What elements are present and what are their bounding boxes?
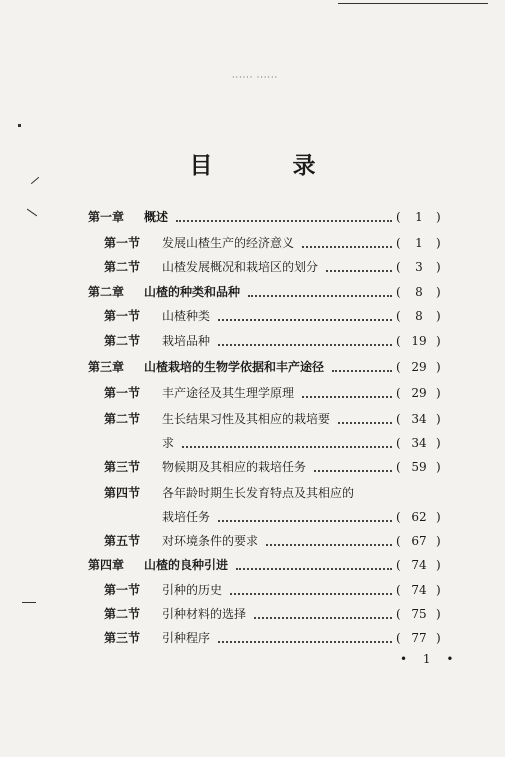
leader-dots [248, 295, 392, 297]
page-value: 67 [411, 534, 427, 548]
toc-entry [88, 206, 168, 228]
toc-entry-title: 物候期及其相应的栽培任务 [162, 460, 307, 474]
toc-entry [162, 432, 174, 454]
page-value: 75 [411, 607, 427, 621]
leader-dots [218, 520, 392, 522]
toc-entry [104, 482, 354, 504]
toc-page-number: ( 3 ) [396, 256, 446, 278]
page-value: 29 [411, 360, 427, 374]
toc-entry-number: 第一节 [104, 583, 141, 597]
toc-page-number: ( 74 ) [396, 554, 446, 576]
toc-page-number: ( 8 ) [396, 305, 446, 327]
toc-entry-number: 第一节 [104, 386, 141, 400]
toc-entry-title: 对环境条件的要求 [162, 534, 259, 548]
page-value: 59 [411, 460, 427, 474]
toc-entry [88, 356, 324, 378]
leader-dots [218, 641, 392, 643]
toc-page-number: ( 19 ) [396, 330, 446, 352]
toc-page-number: ( 59 ) [396, 456, 446, 478]
toc-entry-title: 发展山楂生产的经济意义 [162, 236, 295, 250]
toc-entry-number: 第二章 [88, 285, 125, 299]
toc-entry-number: 第五节 [104, 534, 141, 548]
toc-entry-title: 栽培品种 [162, 334, 211, 348]
toc-entry-title: 山楂发展概况和栽培区的划分 [162, 260, 319, 274]
toc-entry-number: 第一章 [88, 210, 125, 224]
toc-entry-title: 各年龄时期生长发育特点及其相应的 [162, 486, 355, 500]
toc-page-number: ( 34 ) [396, 408, 446, 430]
leader-dots [302, 246, 392, 248]
toc-entry [88, 281, 240, 303]
toc-entry [104, 330, 210, 352]
page-number: • 1 • [400, 652, 460, 666]
toc-page-number: ( 67 ) [396, 530, 446, 552]
toc-entry-number: 第四章 [88, 558, 125, 572]
toc-entry-title: 栽培任务 [162, 510, 211, 524]
toc-entry-title: 山楂的良种引进 [144, 558, 229, 572]
page-value: 77 [411, 631, 427, 645]
toc-page-number: ( 62 ) [396, 506, 446, 528]
toc-entry-number: 第一节 [104, 309, 141, 323]
toc-page-number: ( 1 ) [396, 206, 446, 228]
toc-page-number: ( 77 ) [396, 627, 446, 649]
toc-entry-title: 求 [162, 436, 175, 450]
toc-entry-title: 山楂的种类和品种 [144, 285, 241, 299]
page-value: 8 [415, 285, 423, 299]
toc-entry-number: 第二节 [104, 260, 141, 274]
toc-entry [104, 530, 258, 552]
toc-entry-number: 第三章 [88, 360, 125, 374]
toc-page-number: ( 29 ) [396, 356, 446, 378]
leader-dots [218, 344, 392, 346]
leader-dots [236, 568, 392, 570]
toc-entry [104, 603, 246, 625]
toc-entry [104, 627, 210, 649]
toc-entry-number: 第一节 [104, 236, 141, 250]
leader-dots [230, 593, 392, 595]
toc-entry [104, 305, 210, 327]
page-title: 目 录 [189, 152, 352, 179]
toc-page-number: ( 34 ) [396, 432, 446, 454]
leader-dots [302, 396, 392, 398]
leader-dots [266, 544, 392, 546]
toc-entry [104, 382, 294, 404]
page-value: 8 [415, 309, 423, 323]
leader-dots [314, 470, 392, 472]
page-value: 1 [415, 210, 423, 224]
toc-page-number: ( 1 ) [396, 232, 446, 254]
page-value: 29 [411, 386, 427, 400]
toc-entry-number: 第三节 [104, 460, 141, 474]
leader-dots [182, 446, 392, 448]
page-value: 74 [411, 583, 427, 597]
toc-entry-title: 丰产途径及其生理学原理 [162, 386, 295, 400]
page-value: 34 [411, 412, 427, 426]
toc-page-number: ( 74 ) [396, 579, 446, 601]
toc-entry [162, 506, 210, 528]
page-value: 19 [411, 334, 427, 348]
page-value: 74 [411, 558, 427, 572]
leader-dots [326, 270, 392, 272]
toc-entry-number: 第二节 [104, 334, 141, 348]
toc-entry [104, 232, 294, 254]
leader-dots [332, 370, 392, 372]
toc-entry-title: 引种的历史 [162, 583, 223, 597]
toc-entry [104, 456, 306, 478]
toc-page-number: ( 75 ) [396, 603, 446, 625]
toc-entry-title: 引种材料的选择 [162, 607, 247, 621]
toc-entry-number: 第二节 [104, 607, 141, 621]
decorative-dots: ······ ······ [232, 73, 279, 82]
toc-entry-number: 第三节 [104, 631, 141, 645]
page-value: 3 [415, 260, 423, 274]
page-value: 62 [411, 510, 427, 524]
toc-page-number: ( 8 ) [396, 281, 446, 303]
toc-entry-number: 第二节 [104, 412, 141, 426]
page-value: 34 [411, 436, 427, 450]
toc-entry [104, 579, 222, 601]
toc-entry-title: 山楂种类 [162, 309, 211, 323]
toc-entry-title: 生长结果习性及其相应的栽培要 [162, 412, 331, 426]
leader-dots [338, 422, 392, 424]
toc-entry-title: 山楂栽培的生物学依据和丰产途径 [144, 360, 325, 374]
page-value: 1 [415, 236, 423, 250]
toc-entry-title: 引种程序 [162, 631, 211, 645]
toc-entry [88, 554, 228, 576]
toc-entry-title: 概述 [144, 210, 169, 224]
leader-dots [254, 617, 392, 619]
toc-entry [104, 408, 330, 430]
leader-dots [176, 220, 392, 222]
leader-dots [218, 319, 392, 321]
toc-entry [104, 256, 318, 278]
toc-entry-number: 第四节 [104, 486, 141, 500]
toc-page-number: ( 29 ) [396, 382, 446, 404]
